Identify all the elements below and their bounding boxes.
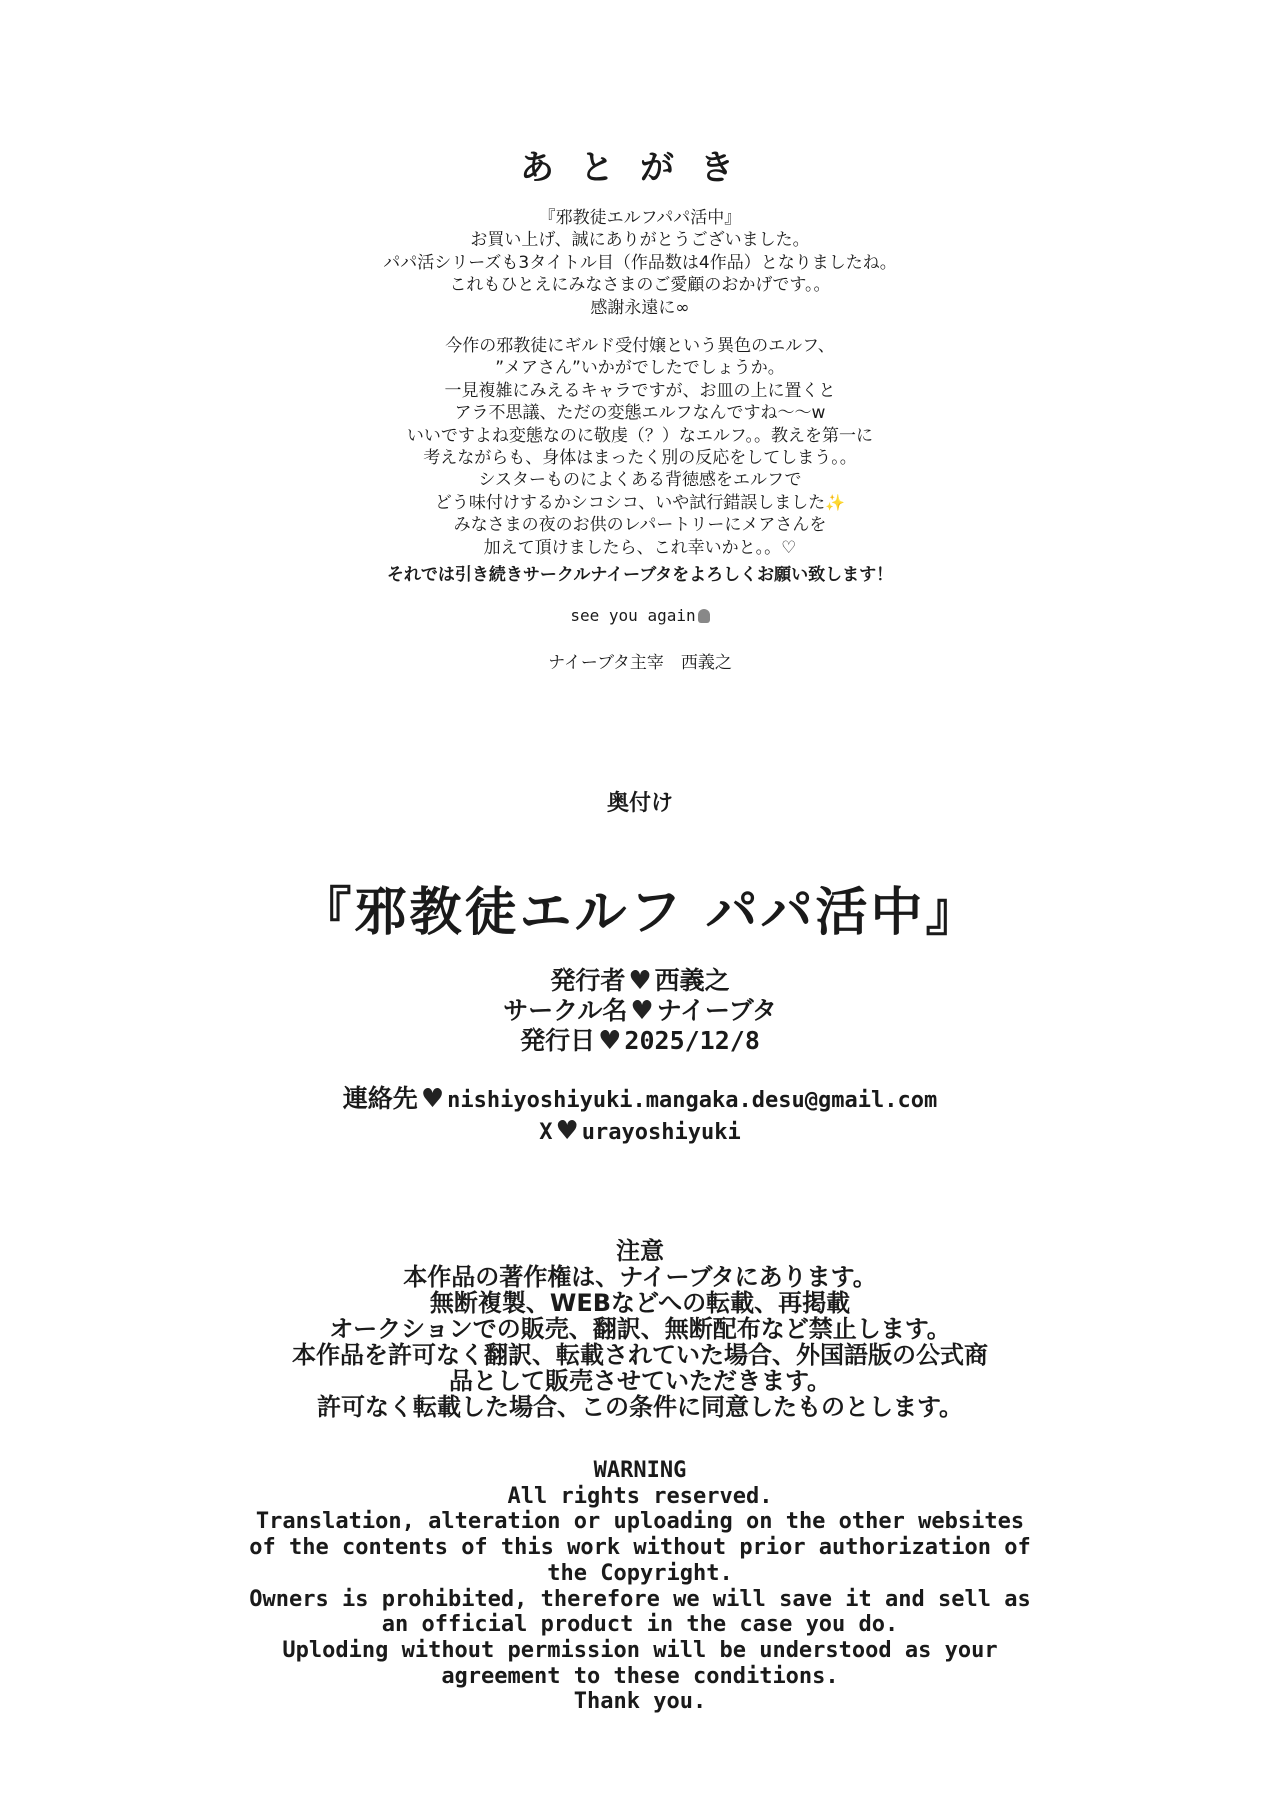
notice-line: 本作品の著作権は、ナイーブタにあります。 <box>403 1263 877 1291</box>
x-label: X <box>539 1120 553 1145</box>
book-title: 『邪教徒エルフ パパ活中』 <box>299 883 981 943</box>
heart-icon: ♥ <box>630 996 654 1026</box>
text-line: 加えて頂けましたら、これ幸いかと。。♡ <box>483 537 797 558</box>
contact-label: 連絡先 <box>342 1084 418 1113</box>
warning-line: Thank you. <box>573 1689 707 1715</box>
copyright-warning-en <box>0 1458 1280 1715</box>
afterword-paragraph-2 <box>0 335 1280 559</box>
circle-label: サークル名 <box>503 996 628 1025</box>
text-line: ”メアさん”いかがでしたでしょうか。 <box>495 358 785 379</box>
notice-line: 無断複製、WEBなどへの転載、再掲載 <box>429 1289 851 1317</box>
contact-info <box>0 1084 1280 1148</box>
copyright-notice-ja <box>0 1238 1280 1420</box>
publisher-value: 西義之 <box>654 966 730 995</box>
text-line: 一見複雑にみえるキャラですが、お皿の上に置くと <box>444 380 836 401</box>
heart-icon: ♥ <box>555 1116 579 1146</box>
date-value: 2025/12/8 <box>624 1026 760 1055</box>
warning-line: All rights reserved. <box>507 1483 773 1509</box>
heart-icon: ♥ <box>420 1084 445 1114</box>
warning-line: agreement to these conditions. <box>441 1663 839 1689</box>
sparkle-icon: ✨ <box>825 492 846 512</box>
text-line: アラ不思議、ただの変態エルフなんですね～～w <box>454 403 826 424</box>
afterword-closing: それでは引き続きサークルナイーブタをよろしくお願い致します！ <box>386 565 894 585</box>
colophon-heading: 奥付け <box>606 791 673 816</box>
text-line: いいですよね変態なのに敬虔（？）なエルフ。。教えを第一に <box>406 425 874 446</box>
text-line: パパ活シリーズも3タイトル目（作品数は4作品）となりましたね。 <box>383 252 897 273</box>
waving-hand-icon <box>698 609 710 623</box>
see-you-text: see you again <box>570 606 696 625</box>
notice-line: 本作品を許可なく翻訳、転載されていた場合、外国語版の公式商 <box>292 1341 988 1369</box>
text-line: 『邪教徒エルフパパ活中』 <box>538 208 742 228</box>
x-row <box>0 1116 1280 1148</box>
text-fragment: どう味付けするかシコシコ、いや試行錯誤しました <box>434 492 826 513</box>
text-line: 感謝永遠に∞ <box>590 297 690 318</box>
afterword-title: あとがき <box>520 148 760 188</box>
text-line: みなさまの夜のお供のレパートリーにメアさんを <box>453 515 827 536</box>
notice-line: 品として販売させていただきます。 <box>448 1367 832 1395</box>
text-line: これもひとえにみなさまのご愛顧のおかげです。。 <box>449 275 831 296</box>
text-line: シスターものによくある背徳感をエルフで <box>478 470 802 491</box>
contact-row <box>0 1084 1280 1116</box>
warning-line: Translation, alteration or uploading on the other websites <box>255 1509 1025 1535</box>
warning-line: Uploding without permission will be understood as your <box>282 1637 998 1663</box>
heart-icon: ♥ <box>598 1026 622 1056</box>
afterword-paragraph-1 <box>0 207 1280 319</box>
circle-row <box>0 996 1280 1026</box>
notice-line: 注意 <box>616 1237 664 1265</box>
warning-line: the Copyright. <box>547 1560 733 1586</box>
warning-line: WARNING <box>593 1458 687 1483</box>
date-label: 発行日 <box>520 1026 596 1055</box>
text-line: お買い上げ、誠にありがとうございました。 <box>470 230 810 251</box>
date-row <box>0 1026 1280 1056</box>
circle-value: ナイーブタ <box>656 996 777 1025</box>
afterword-signature: ナイーブタ主宰 西義之 <box>548 653 732 673</box>
publisher-label: 発行者 <box>550 966 626 995</box>
x-handle: urayoshiyuki <box>581 1120 741 1145</box>
publication-info <box>0 966 1280 1056</box>
heart-icon: ♥ <box>628 966 652 996</box>
text-line: 考えながらも、身体はまったく別の反応をしてしまう。。 <box>423 448 857 469</box>
warning-line: of the contents of this work without prior authorization of <box>249 1535 1031 1561</box>
notice-line: オークションでの販売、翻訳、無断配布など禁止します。 <box>329 1315 951 1343</box>
warning-line: an official product in the case you do. <box>381 1612 899 1638</box>
text-line <box>0 492 1280 514</box>
publisher-row <box>0 966 1280 996</box>
see-you-line <box>0 606 1280 625</box>
notice-line: 許可なく転載した場合、この条件に同意したものとします。 <box>316 1393 964 1421</box>
text-line: 今作の邪教徒にギルド受付嬢という異色のエルフ、 <box>445 336 835 356</box>
warning-line: Owners is prohibited, therefore we will save it and sell as <box>249 1586 1031 1612</box>
contact-email: nishiyoshiyuki.mangaka.desu@gmail.com <box>447 1088 938 1113</box>
